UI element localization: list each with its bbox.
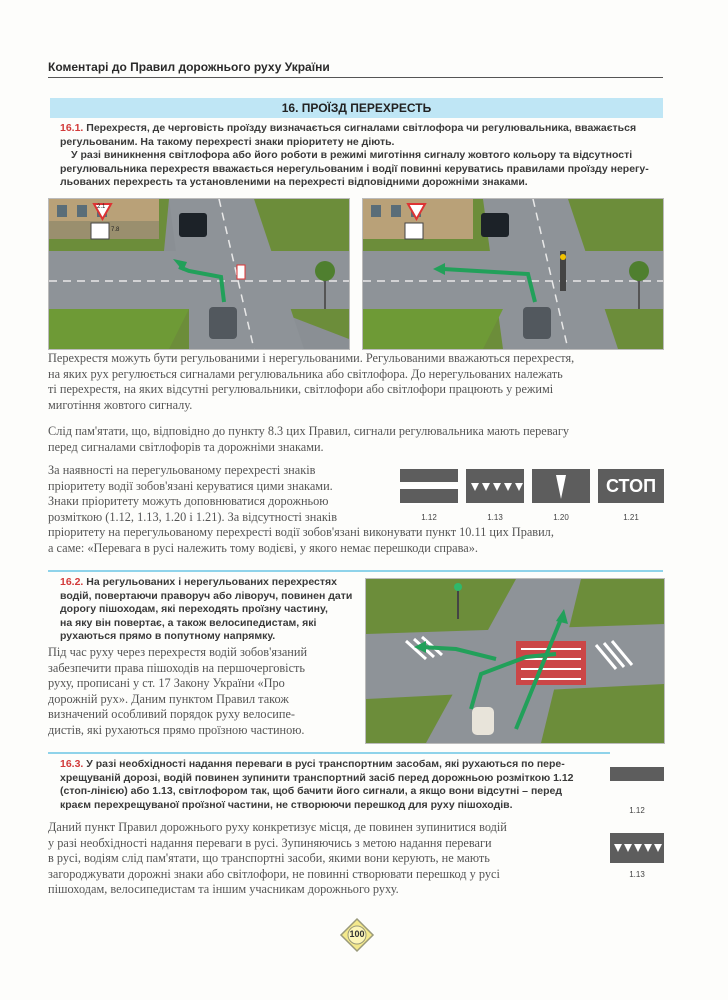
- side-label-1-12: 1.12: [629, 806, 645, 815]
- paragraph-16-1: 16.1. Перехрестя, де черговість проїзду визначається сигналами світлофора чи регулювальника, вважається регульованим. На такому перехресті знаки пріоритету не діють. У разі виникнення світлофора або його роботи в режимі миготіння сигналу жовтого кольору та відсутності регулювальника перехрестя вважається нерегульованим і водії повинні керуватись правилами проїзду нерегу- льованих перехресть та установленими на перехресті відповідними дорожніми знаками.: [60, 122, 649, 188]
- text-block-intro: Перехрестя можуть бути регульованими і нерегульованими. Регульованими вважаються перехрестя, на яких рух регулюється сигналами регулювальника або світлофора. До нерегульованих належать ті перехрестя, на яких відсутні регулювальники, світлофори або світлофори працюють у режимі миготіння жовтого сигналу.: [48, 351, 575, 412]
- road-markings-panel: [400, 465, 665, 525]
- marking-1-12: [400, 489, 458, 503]
- paragraph-number: 16.2.: [60, 576, 84, 588]
- paragraph-16-3: 16.3. У разі необхідності надання переваги в русі транспортним засобам, які рухаються по пере- хрещуваній дорозі, водій повинен зупинити транспортний засіб перед дорожньою розміткою 1.12 (стоп-лінією) або 1.13, світлофором так, щоб бачити його сигнали, а якщо вони відсутні – перед краєм перехрещуваної проїзної частини, не створюючи перешкод для руху пішоходів.: [60, 758, 574, 811]
- header-rule: [48, 77, 663, 78]
- paragraph-number: 16.3.: [60, 758, 84, 770]
- text-block-priority: За наявності на перегульованому перехресті знаків пріоритету водії зобов'язані керуватися цими знаками. Знаки пріоритету можуть доповнюватися дорожньою розміткою (1.12, 1.13, 1.20 і 1.21). За відсутності знаків пріоритету на перегульованому перехресті водії зобов'язані виконувати пункт 10.11 цих Правил, а саме: «Перевага в русі належить тому водієві, у якого немає перешкоди справа».: [48, 463, 554, 555]
- text-block-stop: Даний пункт Правил дорожнього руху конкретизує місця, де повинен зупинитися водій у разі необхідності надання переваги в русі. Зупиняючись з метою надання переваги в русі, водіям слід пам'ятати, що транспортні засоби, якими вони керують, не мають загороджувати дорожні знаки або світлофори, не повинні створювати перешкод у русі пішоходам, велосипедистам та іншим учасникам дорожнього руху.: [48, 820, 507, 896]
- marking-1-13: [466, 469, 524, 503]
- marking-1-12-top: [400, 469, 458, 482]
- side-label-1-13: 1.13: [629, 870, 645, 879]
- sign-label-2-1: 2.1: [97, 204, 106, 210]
- running-header: Коментарі до Правил дорожнього руху України: [48, 60, 330, 74]
- side-marking-1-12: [610, 767, 664, 781]
- sign-label-7-8: 7.8: [111, 227, 120, 233]
- illustration-intersection-right: [362, 198, 664, 350]
- page-number-badge: [339, 917, 375, 953]
- label-1-12: 1.12: [421, 513, 437, 522]
- illustration-intersection-left: [48, 198, 350, 350]
- marking-1-21-stop: СТОП: [598, 469, 664, 503]
- section-title: 16. ПРОЇЗД ПЕРЕХРЕСТЬ: [50, 98, 663, 118]
- text-block-pedestrians: Під час руху через перехрестя водій зобов'язаний забезпечити права пішоходів на першочерговість руху, прописані у ст. 17 Закону України «Про дорожній рух». Даним пунктом Правил також визначений особливий порядок руху велосипе- дистів, які рухаються прямо проїзною частиною.: [48, 645, 308, 737]
- text-block-regulator: Слід пам'ятати, що, відповідно до пункту 8.3 цих Правил, сигнали регулювальника мають перевагу перед сигналами світлофорів та дорожніми знаками.: [48, 424, 570, 454]
- marking-1-20: [532, 469, 590, 503]
- section-divider-2: [48, 752, 610, 754]
- paragraph-number: 16.1.: [60, 122, 84, 134]
- section-divider: [48, 570, 663, 572]
- illustration-turning-intersection: [365, 578, 665, 744]
- label-1-20: 1.20: [553, 513, 569, 522]
- side-marking-1-13: [610, 833, 664, 863]
- page-number: 100: [349, 929, 365, 939]
- label-1-21: 1.21: [623, 513, 639, 522]
- label-1-13: 1.13: [487, 513, 503, 522]
- paragraph-16-2: 16.2. На регульованих і нерегульованих перехрестях водій, повертаючи праворуч або ліворуч, повинен дати дорогу пішоходам, які переходять проїзну частину, на яку він повертає, а також велосипедистам, які рухаються прямо в попутному напрямку.: [60, 576, 353, 642]
